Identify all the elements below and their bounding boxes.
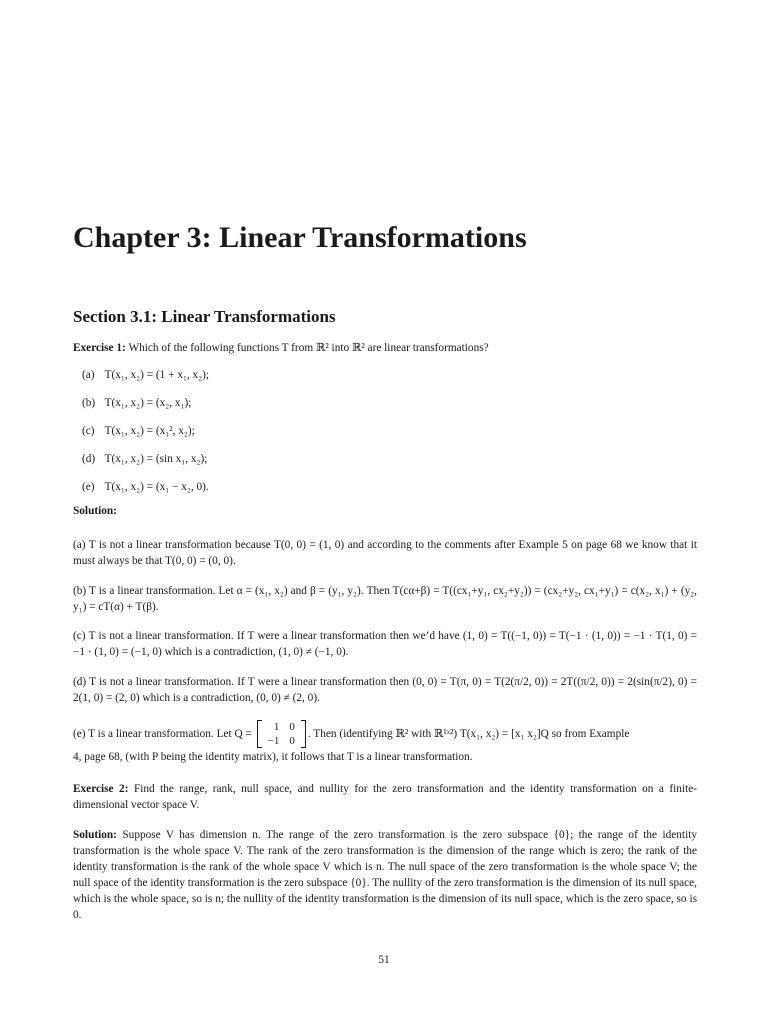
solution-heading: Solution:: [73, 505, 117, 517]
solution-2-text: Suppose V has dimension n. The range of the zero transformation is the zero subspace {0}; the range of the identity transformation is the whole space V. The rank of the zero transformation is the dimension of the range which is zero; the rank of the identity transformation is the rank of the whole space V which is n. The null space of the zero transformation is the whole space V; the null space of the identity transformation is the zero subspace {0}. The nullity of the zero transformation is the dimension of its null space, which is the whole space, so is n; the nullity of the identity transformation is the dimension of its null space, which is the zero space, so is 0.: [73, 829, 697, 921]
exercise-1-text: Which of the following functions T from ℝ² into ℝ² are linear transformations?: [128, 342, 489, 354]
solution-2-label: Solution:: [73, 829, 117, 841]
solution-a: (a) T is not a linear transformation because T(0, 0) = (1, 0) and according to the comments after Example 5 on page 68 we know that it must always be that T(0, 0) = (0, 0).: [73, 539, 697, 567]
list-item: (d) T(x₁, x₂) = (sin x₁, x₂);: [82, 453, 208, 465]
list-item: (e) T(x₁, x₂) = (x₁ − x₂, 0).: [82, 481, 209, 493]
solution-c: (c) T is not a linear transformation. If T were a linear transformation then we’d have (1, 0) = T((−1, 0)) = T(−1 · (1, 0)) = −1 · T(1, 0) = −1 · (1, 0) = (−1, 0) which is a contradiction, (1, 0) ≠ (−1, 0).: [73, 630, 697, 658]
solution-e-line2: 4, page 68, (with P being the identity matrix), it follows that T is a linear transformation.: [73, 751, 473, 763]
chapter-title: Chapter 3: Linear Transformations: [73, 221, 527, 254]
page-number: 51: [378, 954, 390, 966]
matrix-q: 1 0 −1 0: [257, 720, 306, 748]
solution-e-line1: (e) T is a linear transformation. Let Q = 1 0 −1 0 . Then (identifying ℝ² with ℝ¹ˣ²) T(x₁, x₂) = [x₁ x₂]Q so from Example: [73, 721, 630, 748]
section-title: Section 3.1: Linear Transformations: [73, 307, 336, 326]
exercise-2: [73, 781, 697, 813]
exercise-1-label: Exercise 1:: [73, 342, 126, 354]
solution-2: [73, 827, 697, 923]
solution-d: (d) T is not a linear transformation. If T were a linear transformation then (0, 0) = T(π, 0) = T(2(π/2, 0)) = 2T((π/2, 0)) = 2(sin(π/2), 0) = 2(1, 0) = (2, 0) which is a contradiction, (0, 0) ≠ (2, 0).: [73, 676, 697, 704]
exercise-1-prompt: [73, 340, 697, 356]
exercise-2-text: Find the range, rank, null space, and nullity for the zero transformation and the identity transformation on a finite-dimensional vector space V.: [73, 783, 697, 811]
list-item: (a) T(x₁, x₂) = (1 + x₁, x₂);: [82, 369, 210, 381]
list-item: (b) T(x₁, x₂) = (x₂, x₁);: [82, 397, 192, 409]
list-item: (c) T(x₁, x₂) = (x₁², x₂);: [82, 425, 195, 437]
solution-b: (b) T is a linear transformation. Let α = (x₁, x₂) and β = (y₁, y₂). Then T(cα+β) = T((cx₁+y₁, cx₂+y₂)) = (cx₂+y₂, cx₁+y₁) = c(x₂, x₁) + (y₂, y₁) = cT(α) + T(β).: [73, 585, 697, 613]
exercise-1-list: [82, 367, 642, 507]
exercise-2-label: Exercise 2:: [73, 783, 129, 795]
